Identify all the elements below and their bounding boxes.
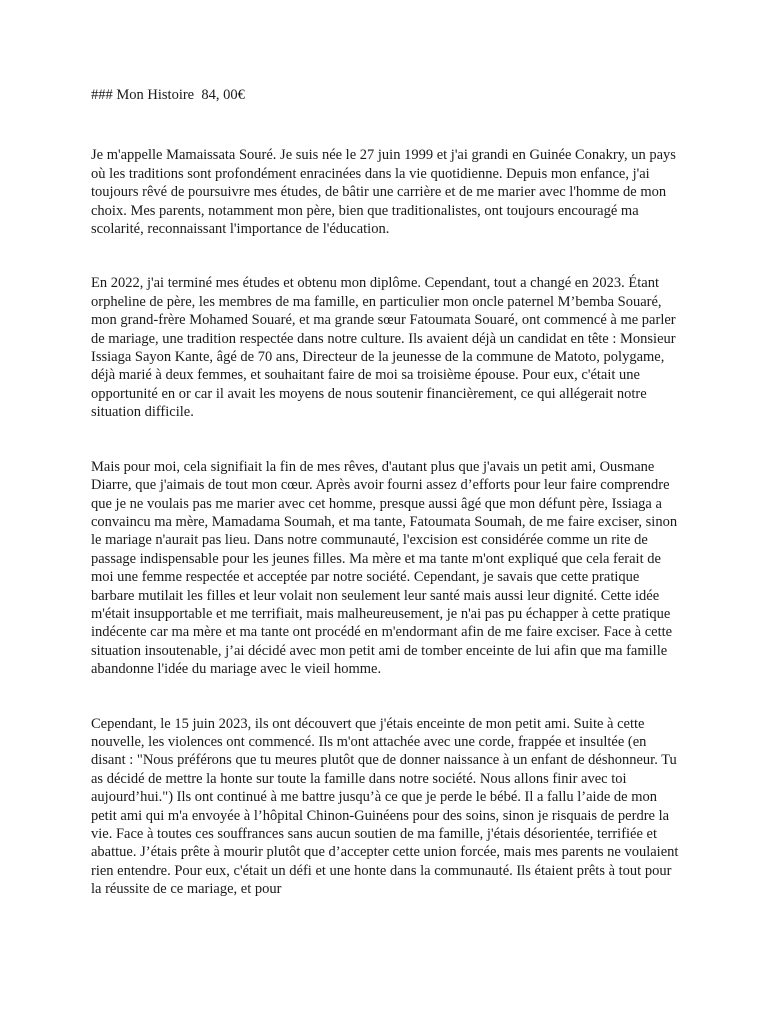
paragraph-marriage-proposal: En 2022, j'ai terminé mes études et obtenu mon diplôme. Cependant, tout a changé en 2023. Étant orpheline de père, les membres de ma famille, en particulier mon oncle paternel M’bemba Souaré, mon grand-frère Mohamed Souaré, et ma grande sœur Fatoumata Souaré, ont commencé à me parler de mariage, une tradition respectée dans notre culture. Ils avaient déjà un candidat en tête : Monsieur Issiaga Sayon Kante, âgé de 70 ans, Directeur de la jeunesse de la commune de Matoto, polygame, déjà marié à deux femmes, et souhaitant faire de moi sa troisième épouse. Pour eux, c'était une opportunité en or car il avait les moyens de nous soutenir financièrement, ce qui allégerait notre situation difficile. bbox=[91, 275, 676, 421]
document-heading: ### Mon Histoire 84, 00€ bbox=[91, 87, 245, 103]
paragraph-violence: Cependant, le 15 juin 2023, ils ont découvert que j'étais enceinte de mon petit ami. Suite à cette nouvelle, les violences ont commencé. Ils m'ont attachée avec une corde, frappée et insultée (en disant : "Nous préférons que tu meures plutôt que de donner naissance à un enfant de déshonneur. Tu as décidé de mettre la honte sur toute la famille dans notre société. Nous allons finir avec toi aujourd’hui.") Ils ont continué à me battre jusqu’à ce que je perde le bébé. Il a fallu l’aide de mon petit ami qui m'a envoyée à l’hôpital Chinon-Guinéens pour des soins, sinon je risquais de perdre la vie. Face à toutes ces souffrances sans aucun soutien de ma famille, j'étais désorientée, terrifiée et abattue. J’étais prête à mourir plutôt que d’accepter cette union forcée, mais mes parents ne voulaient rien entendre. Pour eux, c'était un défi et une honte dans la communauté. Ils étaient prêts à tout pour la réussite de ce mariage, et pour bbox=[91, 715, 679, 898]
paragraph-excision: Mais pour moi, cela signifiait la fin de mes rêves, d'autant plus que j'avais un petit ami, Ousmane Diarre, que j'aimais de tout mon cœur. Après avoir fourni assez d’efforts pour leur faire comprendre que je ne voulais pas me marier avec cet homme, presque aussi âgé que mon défunt père, Issiaga a convaincu ma mère, Mamadama Soumah, et ma tante, Fatoumata Soumah, de me faire exciser, sinon le mariage n'aurait pas lieu. Dans notre communauté, l'excision est considérée comme un rite de passage indispensable pour les jeunes filles. Ma mère et ma tante m'ont expliqué que cela ferait de moi une femme respectée et acceptée par notre société. Cependant, je savais que cette pratique barbare mutilait les filles et leur volait non seulement leur santé mais aussi leur dignité. Cette idée m'était insupportable et me terrifiait, mais malheureusement, je n'ai pas pu échapper à cette pratique indécente car ma mère et ma tante ont procédé en m'endormant afin de me faire exciser. Face à cette situation insoutenable, j’ai décidé avec mon petit ami de tomber enceinte de lui afin que ma famille abandonne l'idée du mariage avec le vieil homme. bbox=[91, 458, 678, 678]
document-page bbox=[91, 86, 681, 935]
paragraph-intro: Je m'appelle Mamaissata Souré. Je suis née le 27 juin 1999 et j'ai grandi en Guinée Conakry, un pays où les traditions sont profondément enracinées dans la vie quotidienne. Depuis mon enfance, j'ai toujours rêvé de poursuivre mes études, de bâtir une carrière et de me marier avec l'homme de mon choix. Mes parents, notamment mon père, bien que traditionalistes, ont toujours encouragé ma scolarité, reconnaissant l'importance de l'éducation. bbox=[91, 147, 676, 238]
